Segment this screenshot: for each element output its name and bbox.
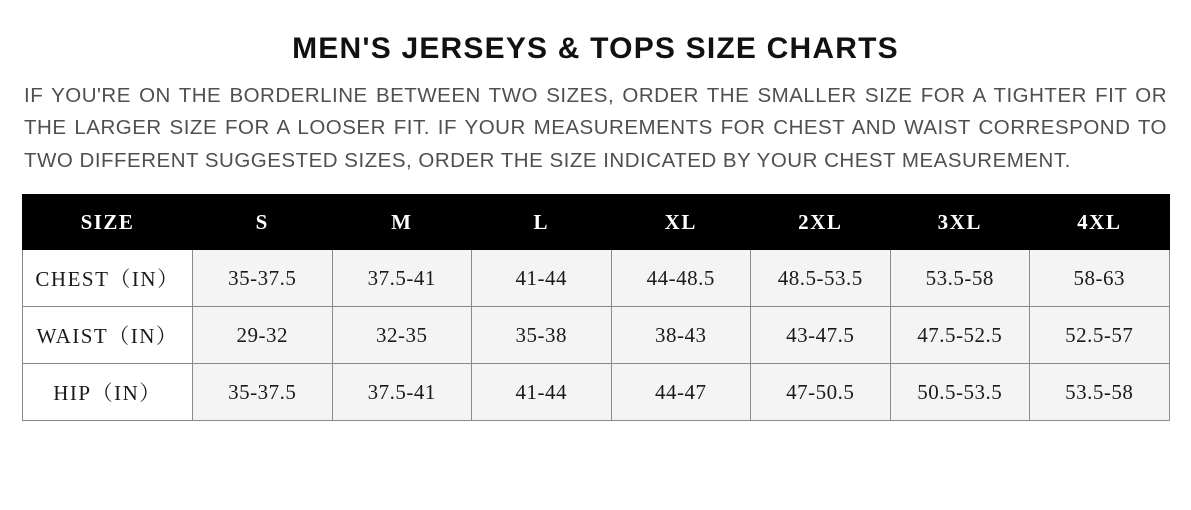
cell-waist-s: 29-32 <box>193 307 333 364</box>
column-header-m: M <box>332 195 472 250</box>
table-row <box>23 307 1170 364</box>
cell-waist-m: 32-35 <box>332 307 472 364</box>
cell-hip-2xl: 47-50.5 <box>751 364 891 421</box>
cell-chest-3xl: 53.5-58 <box>890 250 1030 307</box>
cell-hip-m: 37.5-41 <box>332 364 472 421</box>
cell-chest-l: 41-44 <box>472 250 612 307</box>
intro-paragraph: IF YOU'RE ON THE BORDERLINE BETWEEN TWO SIZES, ORDER THE SMALLER SIZE FOR A TIGHTER FIT OR THE LARGER SIZE FOR A LOOSER FIT. IF YOUR MEASUREMENTS FOR CHEST AND WAIST CORRESPOND TO TWO DIFFERENT SUGGESTED SIZES, ORDER THE SIZE INDICATED BY YOUR CHEST MEASUREMENT. <box>24 84 1167 172</box>
cell-hip-l: 41-44 <box>472 364 612 421</box>
table-header-row <box>23 195 1170 250</box>
cell-hip-4xl: 53.5-58 <box>1030 364 1170 421</box>
table-row <box>23 364 1170 421</box>
page-title: MEN'S JERSEYS & TOPS SIZE CHARTS <box>292 32 899 65</box>
row-header-hip: HIP（IN） <box>23 364 193 421</box>
cell-waist-l: 35-38 <box>472 307 612 364</box>
row-header-chest: CHEST（IN） <box>23 250 193 307</box>
table-header <box>23 195 1170 250</box>
cell-hip-3xl: 50.5-53.5 <box>890 364 1030 421</box>
column-header-3xl: 3XL <box>890 195 1030 250</box>
column-header-s: S <box>193 195 333 250</box>
cell-waist-4xl: 52.5-57 <box>1030 307 1170 364</box>
size-chart-table <box>22 194 1170 421</box>
column-header-l: L <box>472 195 612 250</box>
column-header-2xl: 2XL <box>751 195 891 250</box>
cell-chest-2xl: 48.5-53.5 <box>751 250 891 307</box>
cell-hip-xl: 44-47 <box>611 364 751 421</box>
table-row <box>23 250 1170 307</box>
column-header-size: SIZE <box>23 195 193 250</box>
row-header-waist: WAIST（IN） <box>23 307 193 364</box>
column-header-xl: XL <box>611 195 751 250</box>
cell-waist-xl: 38-43 <box>611 307 751 364</box>
cell-waist-2xl: 43-47.5 <box>751 307 891 364</box>
cell-chest-s: 35-37.5 <box>193 250 333 307</box>
cell-waist-3xl: 47.5-52.5 <box>890 307 1030 364</box>
cell-chest-xl: 44-48.5 <box>611 250 751 307</box>
column-header-4xl: 4XL <box>1030 195 1170 250</box>
cell-chest-m: 37.5-41 <box>332 250 472 307</box>
cell-chest-4xl: 58-63 <box>1030 250 1170 307</box>
table-body <box>23 250 1170 421</box>
cell-hip-s: 35-37.5 <box>193 364 333 421</box>
